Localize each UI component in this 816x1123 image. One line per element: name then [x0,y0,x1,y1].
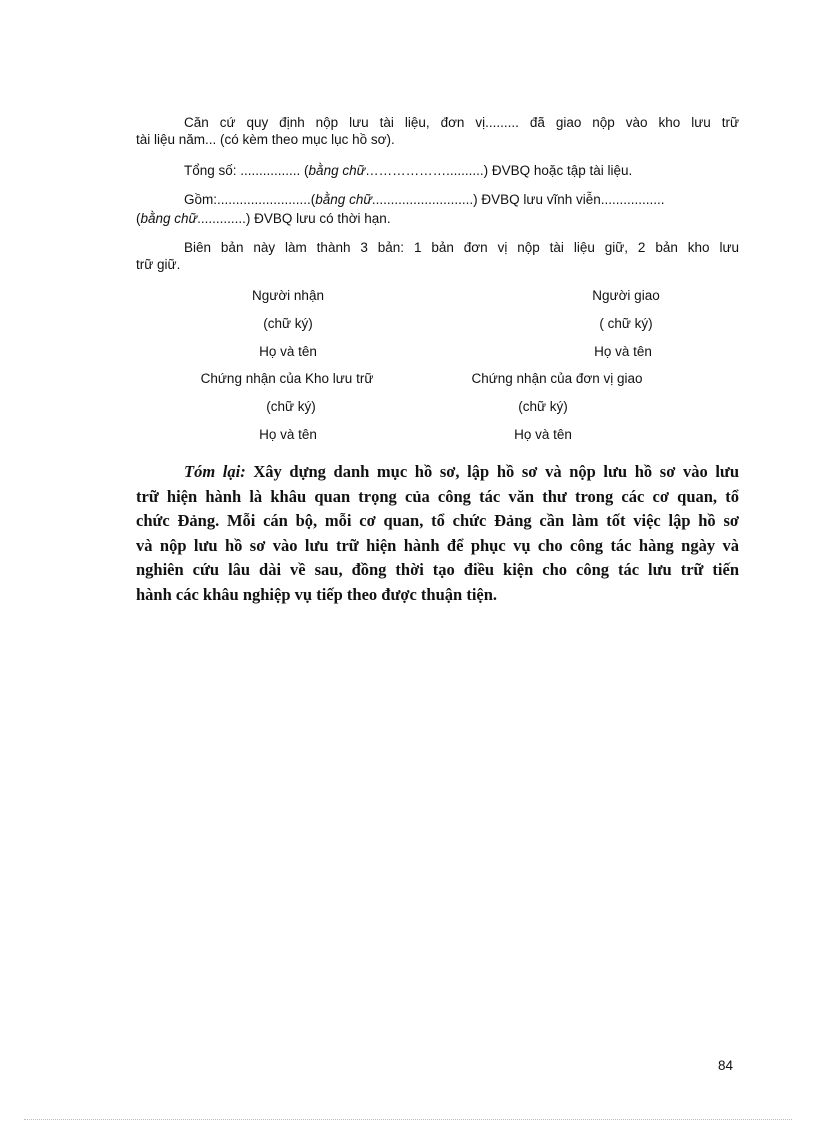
summary-line-1 [136,460,739,485]
includes-line-1 [184,192,665,207]
unit-certification-signature: (chữ ký) [518,399,568,414]
copies-line-2: trữ giữ. [136,257,181,272]
receiver-signature: (chữ ký) [263,316,313,331]
unit-certification-title: Chứng nhận của đơn vị giao [471,371,643,386]
total-suffix: ………………..........) ĐVBQ hoặc tập tài liệu. [365,163,633,178]
includes-suffix: ...........................) ĐVBQ lưu vĩnh viễn................. [371,192,665,207]
copies-paragraph [136,239,739,273]
copies-line-1: Biên bản này làm thành 3 bản: 1 bản đơn vị nộp tài liệu giữ, 2 bản kho lưu [184,240,739,255]
receiver-title: Người nhận [252,288,324,303]
summary-line-5: nghiên cứu lâu dài về sau, đồng thời tạo điều kiện cho công tác lưu trữ tiến [136,560,739,579]
includes-line2-prefix: ( [136,211,141,226]
includes-prefix: Gồm:.........................( [184,192,316,207]
summary-line-3: chức Đảng. Mỗi cán bộ, mỗi cơ quan, tổ chức Đảng cần làm tốt việc lập hồ sơ [136,511,739,530]
giver-title: Người giao [592,288,660,303]
includes-in-words-label: bằng chữ [315,192,372,207]
includes-line2-suffix: .............) ĐVBQ lưu có thời hạn. [197,211,391,226]
total-in-words-label: bằng chữ [308,163,366,178]
archive-certification-name: Họ và tên [259,427,317,442]
summary-line-6: hành các khâu nghiệp vụ tiếp theo được thuận tiện. [136,584,498,604]
includes-line2-in-words-label: bằng chữ [140,211,198,226]
receiver-name: Họ và tên [259,344,317,359]
includes-line-2 [136,211,391,226]
summary-lead: Tóm lại: [184,462,246,481]
summary-paragraph [136,460,739,607]
handover-paragraph [136,114,739,148]
giver-signature: ( chữ ký) [599,316,653,331]
summary-line-4: và nộp lưu hồ sơ vào lưu trữ hiện hành để phục vụ cho công tác hàng ngày và [136,535,739,555]
total-prefix: Tổng số: ................ ( [184,163,309,178]
giver-name: Họ và tên [594,344,652,359]
archive-certification-title: Chứng nhận của Kho lưu trữ [200,371,374,386]
handover-line-1: Căn cứ quy định nộp lưu tài liệu, đơn vị......... đã giao nộp vào kho lưu trữ [184,115,739,130]
total-count-line [184,163,632,178]
archive-certification-signature: (chữ ký) [266,399,316,414]
page-number: 84 [718,1058,734,1073]
summary-line-1-text: Xây dựng danh mục hồ sơ, lập hồ sơ và nộp lưu hồ sơ vào lưu [245,462,740,481]
unit-certification-name: Họ và tên [514,427,572,442]
handover-line-2: tài liệu năm... (có kèm theo mục lục hồ sơ). [136,132,395,147]
footer-divider [24,1119,792,1120]
summary-line-2: trữ hiện hành là khâu quan trọng của công tác văn thư trong các cơ quan, tổ [136,486,739,506]
